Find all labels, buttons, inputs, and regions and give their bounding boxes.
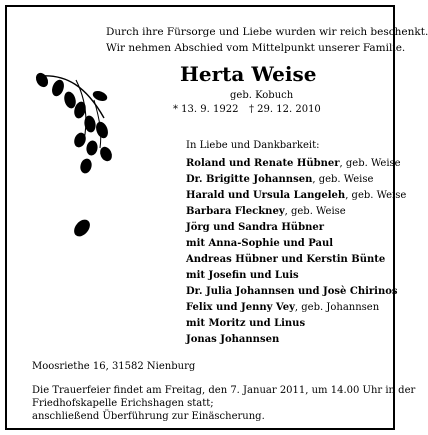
funeral-notice <box>32 384 415 423</box>
funeral-line-1: Die Trauerfeier findet am Freitag, den 7. Januar 2011, um 14.00 Uhr in der <box>32 385 416 396</box>
mourner-line <box>186 268 406 284</box>
birch-branch-icon <box>36 70 126 240</box>
mourner-name: Felix und Jenny Vey <box>186 302 295 313</box>
intro-line-1: Durch ihre Fürsorge und Liebe wurden wir reich beschenkt. <box>106 26 428 38</box>
mourner-line <box>186 188 406 204</box>
mourner-line <box>186 300 406 316</box>
birth-date: * 13. 9. 1922 <box>173 104 239 115</box>
mourner-name: Dr. Brigitte Johannsen <box>186 174 313 185</box>
mourner-line <box>186 220 406 236</box>
mourner-suffix: , geb. Weise <box>339 158 401 169</box>
mourner-line <box>186 236 406 252</box>
mourner-line <box>186 284 406 300</box>
mourner-name: Barbara Fleckney <box>186 206 285 217</box>
mourner-name: Jonas Johannsen <box>186 334 280 345</box>
intro-text <box>106 24 428 56</box>
mourner-name: mit Anna-Sophie und Paul <box>186 238 334 249</box>
funeral-line-3: anschließend Überführung zur Einäscherung. <box>32 411 265 422</box>
death-date: † 29. 12. 2010 <box>249 104 321 115</box>
mourner-name: Andreas Hübner und Kerstin Bünte <box>186 254 386 265</box>
funeral-line-2: Friedhofskapelle Erichshagen statt; <box>32 398 214 409</box>
mourner-name: Jörg und Sandra Hübner <box>186 222 324 233</box>
address: Moosriethe 16, 31582 Nienburg <box>32 361 196 372</box>
mourner-suffix: , geb. Weise <box>312 174 374 185</box>
mourner-line <box>186 204 406 220</box>
mourner-suffix: , geb. Weise <box>345 190 407 201</box>
mourner-name: mit Moritz und Linus <box>186 318 306 329</box>
mourner-name: Dr. Julia Johannsen und Josè Chirinos <box>186 286 398 297</box>
deceased-name: Herta Weise <box>180 62 317 86</box>
intro-line-2: Wir nehmen Abschied vom Mittelpunkt unserer Familie. <box>106 42 406 54</box>
mourner-suffix: , geb. Weise <box>284 206 346 217</box>
mourners-list <box>186 156 406 348</box>
mourner-name: mit Josefin und Luis <box>186 270 299 281</box>
mourner-suffix: , geb. Johannsen <box>294 302 380 313</box>
maiden-name: geb. Kobuch <box>230 90 294 101</box>
mourner-line <box>186 252 406 268</box>
mourners-heading: In Liebe und Dankbarkeit: <box>186 140 320 151</box>
mourner-line <box>186 316 406 332</box>
mourner-line <box>186 172 406 188</box>
mourner-name: Harald und Ursula Langeleh <box>186 190 346 201</box>
mourner-line <box>186 332 406 348</box>
mourner-line <box>186 156 406 172</box>
mourner-name: Roland und Renate Hübner <box>186 158 340 169</box>
